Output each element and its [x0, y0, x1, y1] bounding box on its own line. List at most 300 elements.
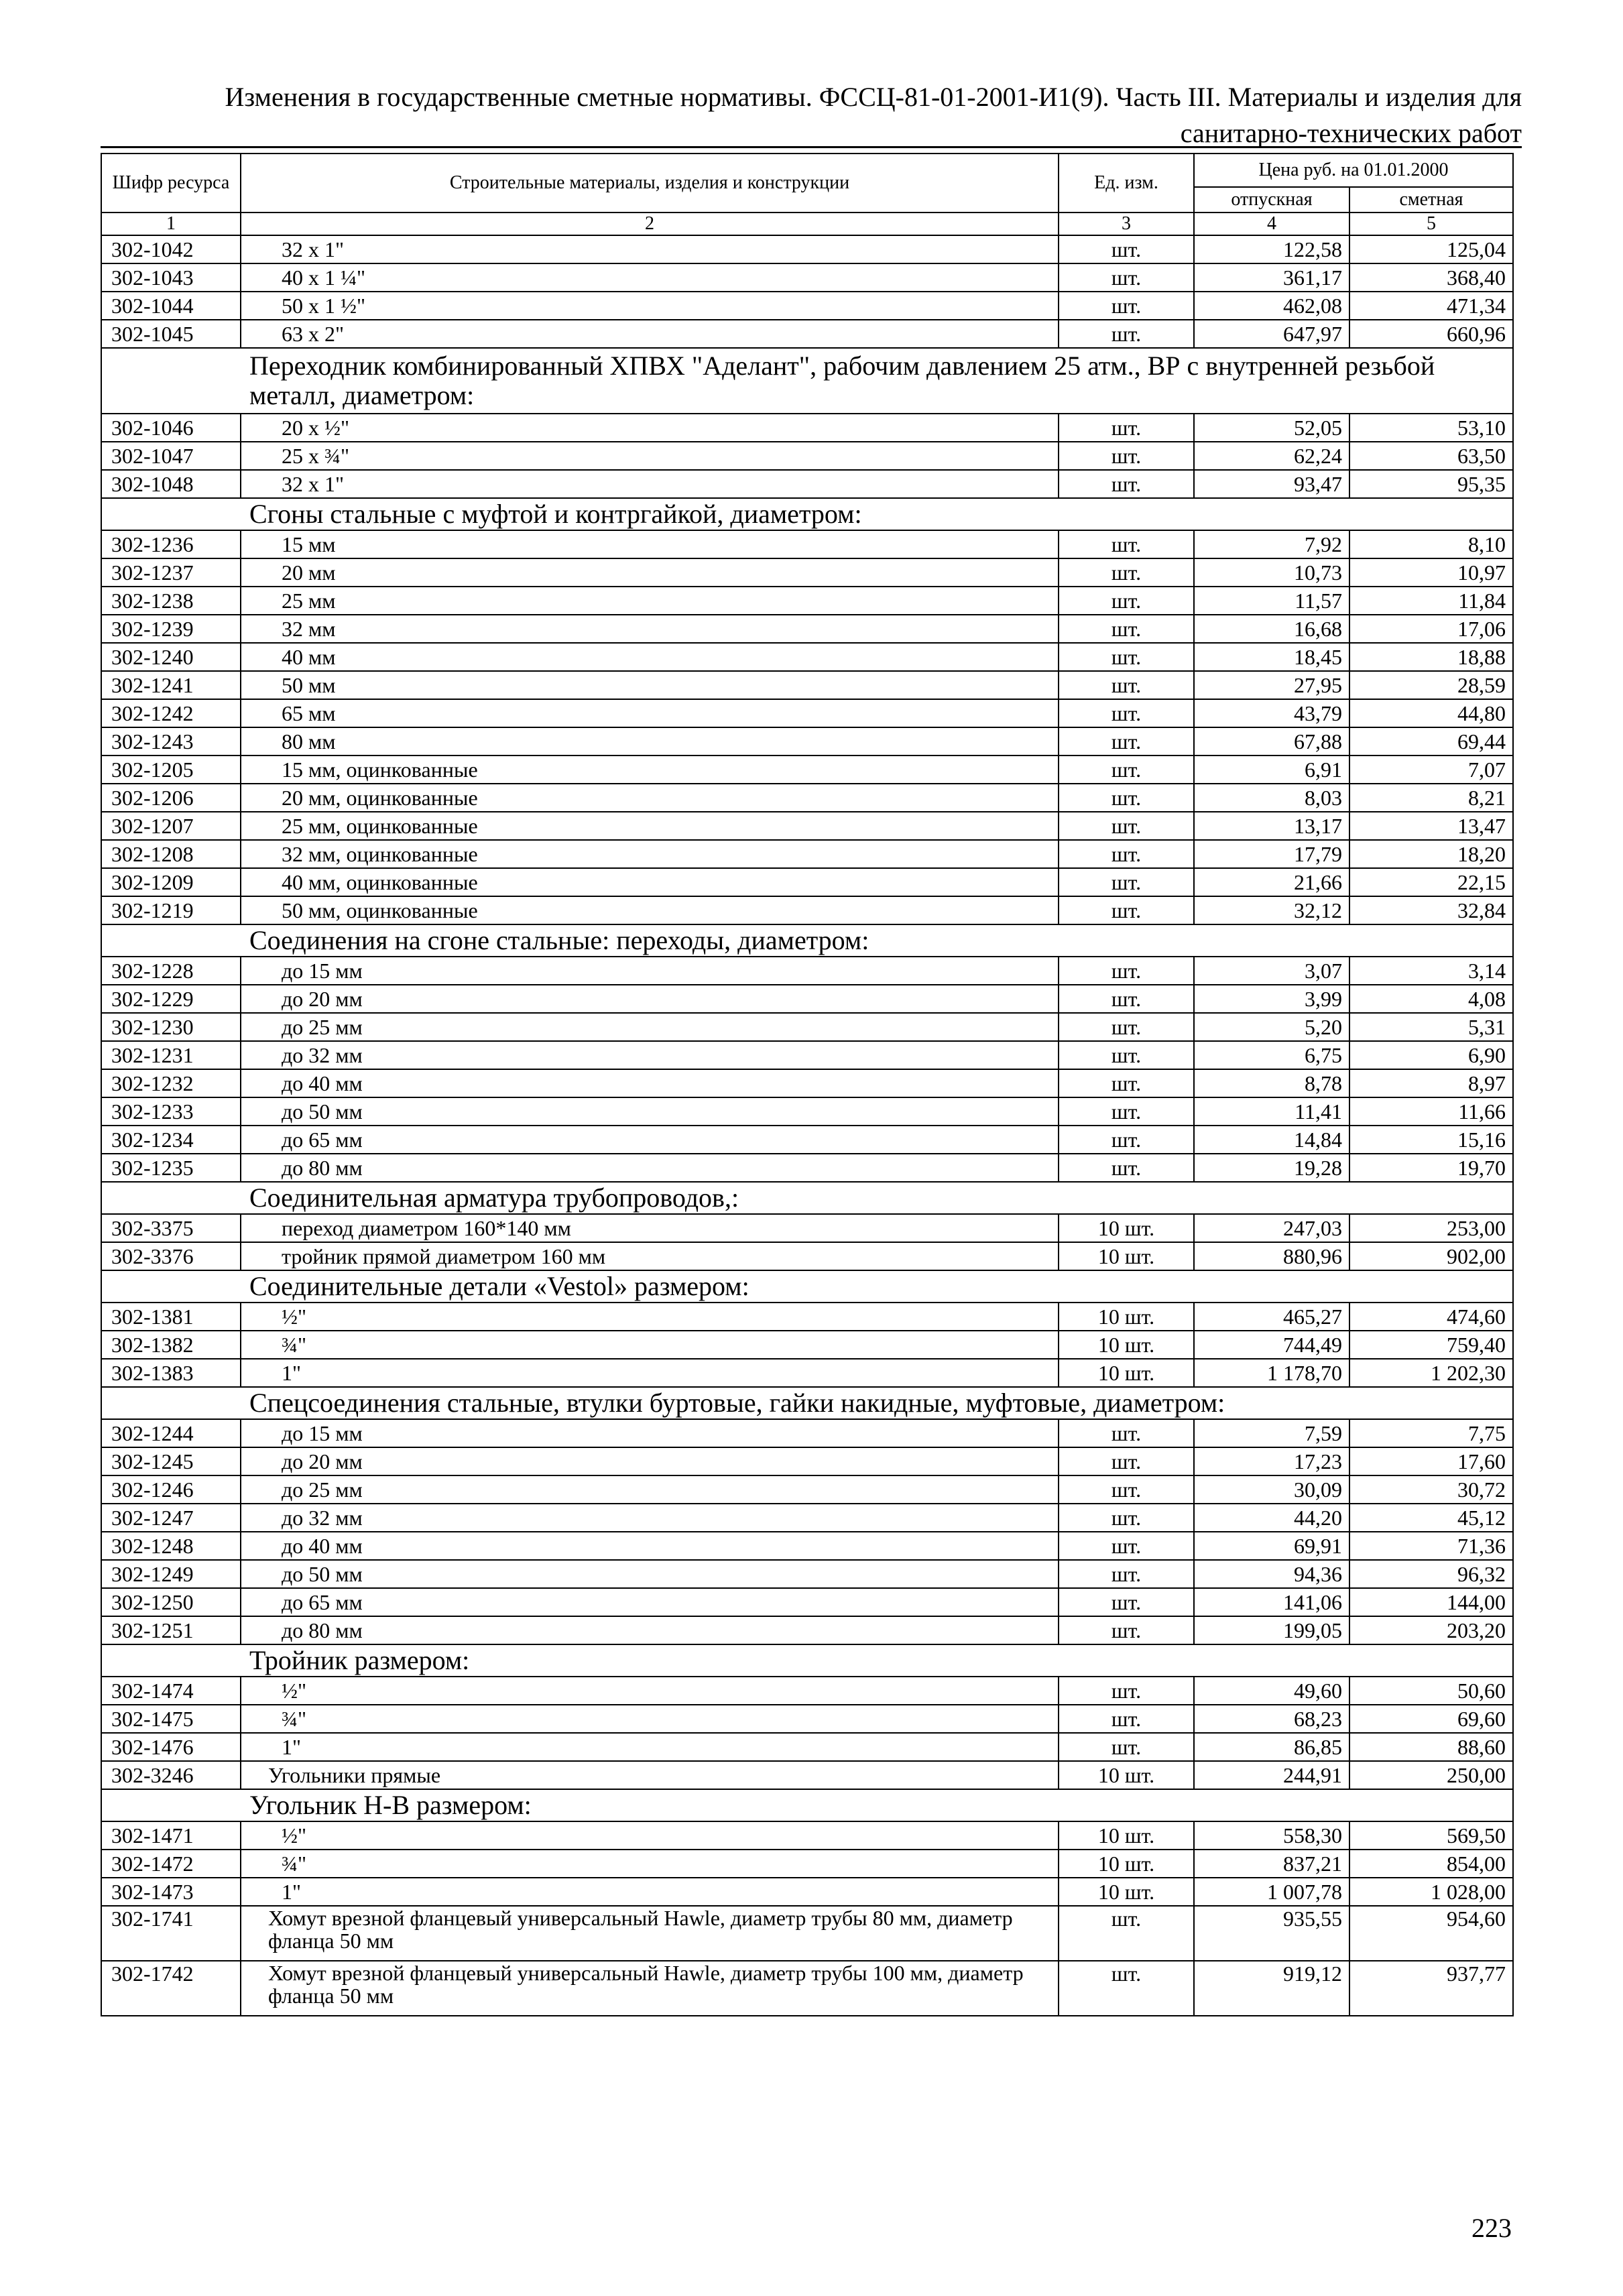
estimate-price-cell: 854,00 [1349, 1850, 1513, 1878]
estimate-price-cell: 368,40 [1349, 263, 1513, 292]
name-cell: 1" [241, 1733, 1059, 1761]
table-row [101, 263, 1513, 292]
name-cell: до 32 мм [241, 1041, 1059, 1069]
estimate-price-cell: 30,72 [1349, 1475, 1513, 1504]
code-cell: 302-3376 [101, 1242, 241, 1270]
unit-cell: шт. [1059, 1906, 1194, 1961]
code-cell: 302-1206 [101, 784, 241, 812]
name-cell: 80 мм [241, 727, 1059, 756]
name-cell: 20 мм, оцинкованные [241, 784, 1059, 812]
table-row [101, 1303, 1513, 1331]
code-cell: 302-1471 [101, 1821, 241, 1850]
estimate-price-cell: 63,50 [1349, 442, 1513, 470]
name-cell: 25 мм, оцинкованные [241, 812, 1059, 840]
group-title: Тройник размером: [101, 1644, 1513, 1677]
name-cell: 50 мм, оцинкованные [241, 896, 1059, 924]
code-cell: 302-1238 [101, 587, 241, 615]
code-cell: 302-1473 [101, 1878, 241, 1906]
name-cell: до 80 мм [241, 1616, 1059, 1644]
estimate-price-cell: 8,21 [1349, 784, 1513, 812]
code-cell: 302-1382 [101, 1331, 241, 1359]
estimate-price-cell: 5,31 [1349, 1013, 1513, 1041]
code-cell: 302-1244 [101, 1419, 241, 1447]
release-price-cell: 1 178,70 [1194, 1359, 1349, 1387]
name-cell: Угольники прямые [241, 1761, 1059, 1789]
group-title: Сгоны стальные с муфтой и контргайкой, диаметром: [101, 498, 1513, 530]
unit-cell: 10 шт. [1059, 1331, 1194, 1359]
estimate-price-cell: 954,60 [1349, 1906, 1513, 1961]
unit-cell: 10 шт. [1059, 1359, 1194, 1387]
name-cell: 40 x 1 ¼" [241, 263, 1059, 292]
table-row [101, 558, 1513, 587]
table-row [101, 812, 1513, 840]
table-row [101, 1331, 1513, 1359]
name-cell: 40 мм, оцинкованные [241, 868, 1059, 896]
release-price-cell: 247,03 [1194, 1214, 1349, 1242]
estimate-price-cell: 88,60 [1349, 1733, 1513, 1761]
name-cell: до 32 мм [241, 1504, 1059, 1532]
code-cell: 302-1239 [101, 615, 241, 643]
code-cell: 302-1042 [101, 235, 241, 263]
table-row [101, 1532, 1513, 1560]
estimate-price-cell: 22,15 [1349, 868, 1513, 896]
table-row [101, 784, 1513, 812]
estimate-price-cell: 44,80 [1349, 699, 1513, 727]
estimate-price-cell: 53,10 [1349, 414, 1513, 442]
table-row [101, 1961, 1513, 2016]
code-cell: 302-1233 [101, 1097, 241, 1126]
estimate-price-cell: 937,77 [1349, 1961, 1513, 2016]
estimate-price-cell: 13,47 [1349, 812, 1513, 840]
code-cell: 302-1247 [101, 1504, 241, 1532]
estimate-price-cell: 28,59 [1349, 671, 1513, 699]
code-cell: 302-1047 [101, 442, 241, 470]
estimate-price-cell: 253,00 [1349, 1214, 1513, 1242]
unit-cell: 10 шт. [1059, 1878, 1194, 1906]
name-cell: 20 x ½" [241, 414, 1059, 442]
release-price-cell: 94,36 [1194, 1560, 1349, 1588]
code-cell: 302-1208 [101, 840, 241, 868]
release-price-cell: 86,85 [1194, 1733, 1349, 1761]
release-price-cell: 16,68 [1194, 615, 1349, 643]
table-row [101, 414, 1513, 442]
code-cell: 302-1242 [101, 699, 241, 727]
col-number-3: 3 [1059, 213, 1194, 235]
code-cell: 302-1240 [101, 643, 241, 671]
unit-cell: шт. [1059, 414, 1194, 442]
release-price-cell: 11,41 [1194, 1097, 1349, 1126]
release-price-cell: 199,05 [1194, 1616, 1349, 1644]
code-cell: 302-1044 [101, 292, 241, 320]
table-row [101, 985, 1513, 1013]
estimate-price-cell: 18,88 [1349, 643, 1513, 671]
unit-cell: шт. [1059, 558, 1194, 587]
col-name-header: Строительные материалы, изделия и конструкции [241, 154, 1059, 213]
name-cell: переход диаметром 160*140 мм [241, 1214, 1059, 1242]
table-row [101, 292, 1513, 320]
table-row [101, 1504, 1513, 1532]
unit-cell: шт. [1059, 1126, 1194, 1154]
unit-cell: шт. [1059, 587, 1194, 615]
group-title: Спецсоединения стальные, втулки буртовые, гайки накидные, муфтовые, диаметром: [101, 1387, 1513, 1419]
table-row [101, 756, 1513, 784]
code-cell: 302-1383 [101, 1359, 241, 1387]
table-row [101, 1041, 1513, 1069]
estimate-price-cell: 1 028,00 [1349, 1878, 1513, 1906]
release-price-cell: 880,96 [1194, 1242, 1349, 1270]
code-cell: 302-1230 [101, 1013, 241, 1041]
release-price-cell: 558,30 [1194, 1821, 1349, 1850]
code-cell: 302-1475 [101, 1705, 241, 1733]
estimate-price-cell: 471,34 [1349, 292, 1513, 320]
release-price-cell: 744,49 [1194, 1331, 1349, 1359]
table-row [101, 1214, 1513, 1242]
table-row [101, 1359, 1513, 1387]
release-price-cell: 244,91 [1194, 1761, 1349, 1789]
code-cell: 302-1245 [101, 1447, 241, 1475]
col-number-4: 4 [1194, 213, 1349, 235]
unit-cell: шт. [1059, 1532, 1194, 1560]
table-row [101, 1850, 1513, 1878]
estimate-price-cell: 250,00 [1349, 1761, 1513, 1789]
name-cell: до 25 мм [241, 1475, 1059, 1504]
page-number: 223 [1471, 2213, 1512, 2243]
name-cell: 15 мм, оцинкованные [241, 756, 1059, 784]
table-row [101, 1906, 1513, 1961]
release-price-cell: 465,27 [1194, 1303, 1349, 1331]
release-price-cell: 647,97 [1194, 320, 1349, 348]
table-row [101, 896, 1513, 924]
group-header-row [101, 1387, 1513, 1419]
release-price-cell: 32,12 [1194, 896, 1349, 924]
code-cell: 302-1472 [101, 1850, 241, 1878]
code-cell: 302-1219 [101, 896, 241, 924]
code-cell: 302-1209 [101, 868, 241, 896]
name-cell: 63 x 2" [241, 320, 1059, 348]
unit-cell: шт. [1059, 1677, 1194, 1705]
col-number-1: 1 [101, 213, 241, 235]
table-row [101, 1705, 1513, 1733]
unit-cell: шт. [1059, 756, 1194, 784]
name-cell: до 40 мм [241, 1069, 1059, 1097]
release-price-cell: 1 007,78 [1194, 1878, 1349, 1906]
code-cell: 302-1043 [101, 263, 241, 292]
release-price-cell: 27,95 [1194, 671, 1349, 699]
unit-cell: 10 шт. [1059, 1214, 1194, 1242]
name-cell: 1" [241, 1359, 1059, 1387]
release-price-cell: 93,47 [1194, 470, 1349, 498]
release-price-cell: 67,88 [1194, 727, 1349, 756]
page-header [101, 79, 1522, 152]
unit-cell: шт. [1059, 1419, 1194, 1447]
code-cell: 302-1232 [101, 1069, 241, 1097]
release-price-cell: 10,73 [1194, 558, 1349, 587]
table-row [101, 615, 1513, 643]
table-row [101, 442, 1513, 470]
table-row [101, 699, 1513, 727]
table-row [101, 1733, 1513, 1761]
table-row [101, 1616, 1513, 1644]
name-cell: тройник прямой диаметром 160 мм [241, 1242, 1059, 1270]
estimate-price-cell: 8,10 [1349, 530, 1513, 558]
unit-cell: шт. [1059, 1013, 1194, 1041]
code-cell: 302-1243 [101, 727, 241, 756]
code-cell: 302-1228 [101, 957, 241, 985]
name-cell: ½" [241, 1303, 1059, 1331]
unit-cell: шт. [1059, 263, 1194, 292]
price-table [101, 153, 1514, 2016]
unit-cell: шт. [1059, 1041, 1194, 1069]
group-title: Соединительная арматура трубопроводов,: [101, 1182, 1513, 1214]
table-row [101, 470, 1513, 498]
unit-cell: шт. [1059, 1588, 1194, 1616]
unit-cell: 10 шт. [1059, 1761, 1194, 1789]
name-cell: 32 мм [241, 615, 1059, 643]
group-title: Соединения на сгоне стальные: переходы, диаметром: [101, 924, 1513, 957]
name-cell: 32 x 1" [241, 470, 1059, 498]
table-row [101, 1475, 1513, 1504]
unit-cell: шт. [1059, 470, 1194, 498]
unit-cell: шт. [1059, 1560, 1194, 1588]
col-estimate-header: сметная [1349, 187, 1513, 213]
release-price-cell: 5,20 [1194, 1013, 1349, 1041]
name-cell: 1" [241, 1878, 1059, 1906]
table-row [101, 1588, 1513, 1616]
table-row [101, 320, 1513, 348]
name-cell: 32 мм, оцинкованные [241, 840, 1059, 868]
name-cell: 15 мм [241, 530, 1059, 558]
col-number-2: 2 [241, 213, 1059, 235]
release-price-cell: 13,17 [1194, 812, 1349, 840]
estimate-price-cell: 759,40 [1349, 1331, 1513, 1359]
unit-cell: шт. [1059, 1447, 1194, 1475]
release-price-cell: 11,57 [1194, 587, 1349, 615]
name-cell: до 65 мм [241, 1588, 1059, 1616]
unit-cell: шт. [1059, 1733, 1194, 1761]
table-row [101, 727, 1513, 756]
unit-cell: шт. [1059, 1705, 1194, 1733]
release-price-cell: 6,91 [1194, 756, 1349, 784]
release-price-cell: 141,06 [1194, 1588, 1349, 1616]
unit-cell: шт. [1059, 957, 1194, 985]
code-cell: 302-1237 [101, 558, 241, 587]
code-cell: 302-1742 [101, 1961, 241, 2016]
estimate-price-cell: 11,84 [1349, 587, 1513, 615]
unit-cell: шт. [1059, 235, 1194, 263]
table-row [101, 840, 1513, 868]
name-cell: 50 x 1 ½" [241, 292, 1059, 320]
estimate-price-cell: 6,90 [1349, 1041, 1513, 1069]
estimate-price-cell: 45,12 [1349, 1504, 1513, 1532]
estimate-price-cell: 15,16 [1349, 1126, 1513, 1154]
release-price-cell: 3,07 [1194, 957, 1349, 985]
code-cell: 302-1229 [101, 985, 241, 1013]
group-title: Угольник Н-В размером: [101, 1789, 1513, 1821]
estimate-price-cell: 7,07 [1349, 756, 1513, 784]
name-cell: ¾" [241, 1705, 1059, 1733]
estimate-price-cell: 569,50 [1349, 1821, 1513, 1850]
estimate-price-cell: 1 202,30 [1349, 1359, 1513, 1387]
release-price-cell: 7,59 [1194, 1419, 1349, 1447]
release-price-cell: 49,60 [1194, 1677, 1349, 1705]
table-row [101, 1126, 1513, 1154]
unit-cell: шт. [1059, 896, 1194, 924]
unit-cell: шт. [1059, 1069, 1194, 1097]
header-line-1: Изменения в государственные сметные нормативы. ФССЦ-81-01-2001-И1(9). Часть III. Материалы и изделия для [225, 82, 1522, 112]
group-header-row [101, 1789, 1513, 1821]
release-price-cell: 30,09 [1194, 1475, 1349, 1504]
release-price-cell: 8,78 [1194, 1069, 1349, 1097]
table-row [101, 1242, 1513, 1270]
release-price-cell: 3,99 [1194, 985, 1349, 1013]
table-body [101, 235, 1513, 2016]
unit-cell: шт. [1059, 643, 1194, 671]
name-cell: Хомут врезной фланцевый универсальный Hawle, диаметр трубы 80 мм, диаметр фланца 50 мм [241, 1906, 1059, 1961]
table-row [101, 671, 1513, 699]
table-row [101, 868, 1513, 896]
unit-cell: шт. [1059, 530, 1194, 558]
release-price-cell: 18,45 [1194, 643, 1349, 671]
unit-cell: шт. [1059, 840, 1194, 868]
unit-cell: шт. [1059, 812, 1194, 840]
col-code-header: Шифр ресурса [101, 154, 241, 213]
release-price-cell: 837,21 [1194, 1850, 1349, 1878]
release-price-cell: 21,66 [1194, 868, 1349, 896]
table-row [101, 1069, 1513, 1097]
table-row [101, 530, 1513, 558]
name-cell: до 15 мм [241, 1419, 1059, 1447]
name-cell: до 65 мм [241, 1126, 1059, 1154]
code-cell: 302-1048 [101, 470, 241, 498]
unit-cell: шт. [1059, 442, 1194, 470]
estimate-price-cell: 11,66 [1349, 1097, 1513, 1126]
estimate-price-cell: 3,14 [1349, 957, 1513, 985]
group-header-row [101, 1182, 1513, 1214]
name-cell: ¾" [241, 1331, 1059, 1359]
release-price-cell: 14,84 [1194, 1126, 1349, 1154]
name-cell: ¾" [241, 1850, 1059, 1878]
table-row [101, 587, 1513, 615]
unit-cell: шт. [1059, 699, 1194, 727]
code-cell: 302-1246 [101, 1475, 241, 1504]
name-cell: 65 мм [241, 699, 1059, 727]
unit-cell: 10 шт. [1059, 1821, 1194, 1850]
release-price-cell: 17,23 [1194, 1447, 1349, 1475]
estimate-price-cell: 10,97 [1349, 558, 1513, 587]
unit-cell: шт. [1059, 985, 1194, 1013]
name-cell: до 15 мм [241, 957, 1059, 985]
code-cell: 302-1045 [101, 320, 241, 348]
estimate-price-cell: 125,04 [1349, 235, 1513, 263]
table-row [101, 957, 1513, 985]
group-header-row [101, 924, 1513, 957]
code-cell: 302-1476 [101, 1733, 241, 1761]
group-header-row [101, 348, 1513, 414]
code-cell: 302-1046 [101, 414, 241, 442]
name-cell: 50 мм [241, 671, 1059, 699]
code-cell: 302-1381 [101, 1303, 241, 1331]
unit-cell: шт. [1059, 1154, 1194, 1182]
group-header-row [101, 498, 1513, 530]
unit-cell: шт. [1059, 320, 1194, 348]
release-price-cell: 62,24 [1194, 442, 1349, 470]
release-price-cell: 68,23 [1194, 1705, 1349, 1733]
table-row [101, 1097, 1513, 1126]
unit-cell: 10 шт. [1059, 1850, 1194, 1878]
name-cell: до 50 мм [241, 1560, 1059, 1588]
release-price-cell: 462,08 [1194, 292, 1349, 320]
estimate-price-cell: 69,60 [1349, 1705, 1513, 1733]
name-cell: до 25 мм [241, 1013, 1059, 1041]
unit-cell: шт. [1059, 1097, 1194, 1126]
table-row [101, 1447, 1513, 1475]
estimate-price-cell: 8,97 [1349, 1069, 1513, 1097]
estimate-price-cell: 902,00 [1349, 1242, 1513, 1270]
estimate-price-cell: 96,32 [1349, 1560, 1513, 1588]
header-line-2: санитарно-технических работ [1180, 118, 1522, 148]
release-price-cell: 17,79 [1194, 840, 1349, 868]
code-cell: 302-1250 [101, 1588, 241, 1616]
col-number-5: 5 [1349, 213, 1513, 235]
code-cell: 302-1236 [101, 530, 241, 558]
code-cell: 302-1474 [101, 1677, 241, 1705]
estimate-price-cell: 17,60 [1349, 1447, 1513, 1475]
group-title: Переходник комбинированный ХПВХ "Аделант", рабочим давлением 25 атм., ВР с внутренней резьбой металл, диаметром: [101, 348, 1513, 414]
name-cell: 40 мм [241, 643, 1059, 671]
estimate-price-cell: 144,00 [1349, 1588, 1513, 1616]
header-rule [101, 146, 1522, 148]
code-cell: 302-1248 [101, 1532, 241, 1560]
unit-cell: 10 шт. [1059, 1303, 1194, 1331]
code-cell: 302-1207 [101, 812, 241, 840]
name-cell: до 50 мм [241, 1097, 1059, 1126]
code-cell: 302-1249 [101, 1560, 241, 1588]
estimate-price-cell: 69,44 [1349, 727, 1513, 756]
table-row [101, 1013, 1513, 1041]
release-price-cell: 361,17 [1194, 263, 1349, 292]
code-cell: 302-1231 [101, 1041, 241, 1069]
table-row [101, 1878, 1513, 1906]
release-price-cell: 19,28 [1194, 1154, 1349, 1182]
name-cell: ½" [241, 1677, 1059, 1705]
release-price-cell: 935,55 [1194, 1906, 1349, 1961]
group-header-row [101, 1270, 1513, 1303]
table-row [101, 1154, 1513, 1182]
estimate-price-cell: 19,70 [1349, 1154, 1513, 1182]
code-cell: 302-3375 [101, 1214, 241, 1242]
code-cell: 302-1234 [101, 1126, 241, 1154]
code-cell: 302-1741 [101, 1906, 241, 1961]
table-row [101, 1560, 1513, 1588]
code-cell: 302-1251 [101, 1616, 241, 1644]
unit-cell: шт. [1059, 1616, 1194, 1644]
unit-cell: шт. [1059, 1961, 1194, 2016]
name-cell: 25 x ¾" [241, 442, 1059, 470]
code-cell: 302-1241 [101, 671, 241, 699]
unit-cell: шт. [1059, 1504, 1194, 1532]
table-row [101, 1677, 1513, 1705]
code-cell: 302-3246 [101, 1761, 241, 1789]
estimate-price-cell: 660,96 [1349, 320, 1513, 348]
name-cell: до 80 мм [241, 1154, 1059, 1182]
estimate-price-cell: 203,20 [1349, 1616, 1513, 1644]
table-row [101, 1419, 1513, 1447]
name-cell: до 20 мм [241, 985, 1059, 1013]
name-cell: Хомут врезной фланцевый универсальный Hawle, диаметр трубы 100 мм, диаметр фланца 50 мм [241, 1961, 1059, 2016]
estimate-price-cell: 32,84 [1349, 896, 1513, 924]
release-price-cell: 52,05 [1194, 414, 1349, 442]
release-price-cell: 919,12 [1194, 1961, 1349, 2016]
